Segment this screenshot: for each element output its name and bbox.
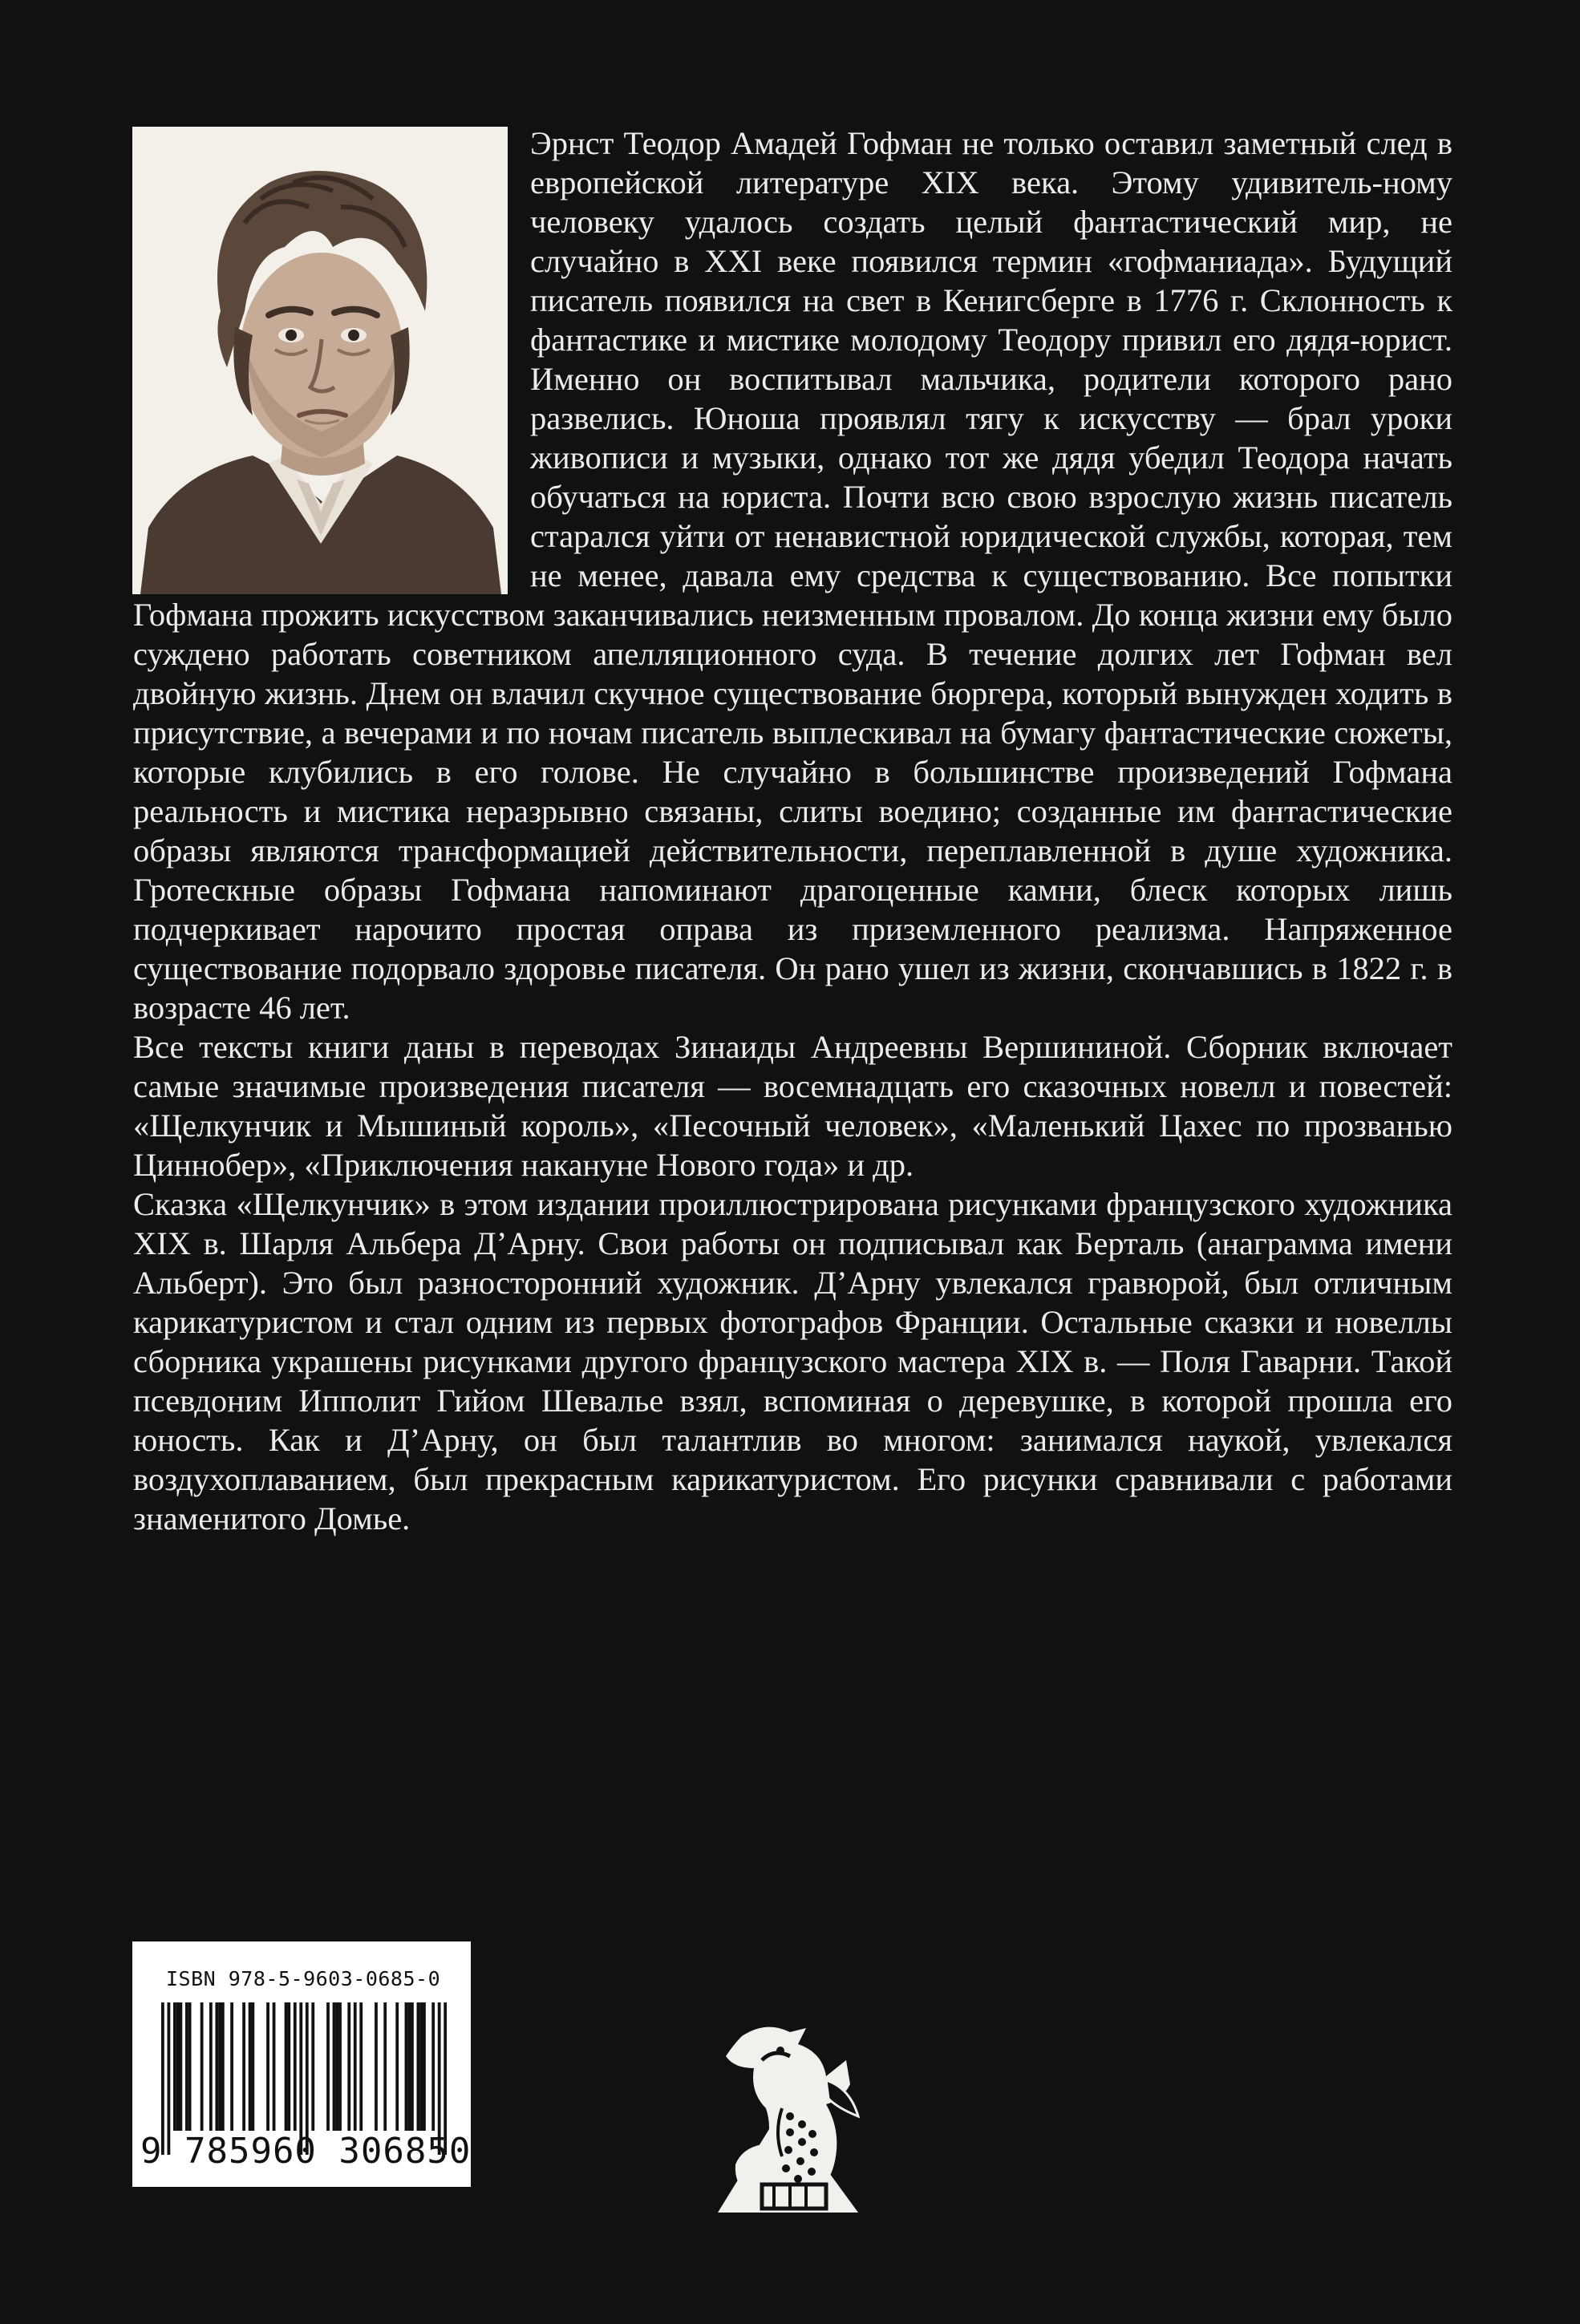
- barcode-bar: [375, 2002, 378, 2131]
- barcode-bar: [407, 2002, 411, 2131]
- barcode-bar: [423, 2002, 426, 2131]
- barcode-bar: [173, 2002, 176, 2131]
- barcode-bar: [383, 2002, 387, 2131]
- barcode-bar: [209, 2002, 213, 2131]
- ean-digits: 9 785960 306850 >: [140, 2131, 516, 2172]
- barcode-bar: [338, 2002, 342, 2131]
- barcode-bar: [405, 2002, 408, 2131]
- barcode-bar: [419, 2002, 423, 2131]
- barcode-bar: [215, 2002, 218, 2131]
- barcode-bar: [218, 2002, 221, 2131]
- description-paragraph-contents: Все тексты книги даны в переводах Зинаиды Андреевны Вершининой. Сборник включает самые значимые произведения писателя — восемнадцать его сказочных новелл и повестей: «Щелкунчик и Мышиный король», «Песочный человек», «Маленький Цахес по прозванью Циннобер», «Приключения накануне Нового года» и др.: [133, 1029, 1452, 1183]
- barcode-bar: [294, 2002, 297, 2131]
- barcode-bar: [230, 2002, 233, 2131]
- barcode-bar: [359, 2002, 363, 2131]
- barcode-bar: [251, 2002, 254, 2131]
- dragon-publisher-logo: [686, 2012, 886, 2221]
- barcode-bar: [326, 2002, 330, 2131]
- isbn-barcode: [132, 1941, 516, 2187]
- barcode-bar: [411, 2002, 414, 2131]
- barcode-bar: [347, 2002, 350, 2131]
- description-paragraph-author: Эрнст Теодор Амадей Гофман не только оставил заметный след в европейской литературе XIX века. Этому удивитель-ному человеку удалось создать целый фантастический мир, не случайно в XXI веке появился термин «гофманиада». Будущий писатель появился на свет в Кенигсберге в 1776 г. Склонность к фантастике и мистике молодому Теодору привил его дядя-юрист. Именно он воспитывал мальчика, родители которого рано развелись. Юноша проявлял тягу к искусству — брал уроки живописи и музыки, однако тот же дядя убедил Теодора начать обучаться на юриста. Почти всю свою взрослую жизнь писатель старался уйти от ненавистной юридической службы, которая, тем не менее, давала ему средства к существованию. Все попытки Гофмана прожить искусством заканчивались неизменным провалом. До конца жизни ему было суждено работать советником апелляционного суда. В течение долгих лет Гофман вел двойную жизнь. Днем он влачил скучное существование бюргера, который вынужден ходить в присутствие, а вечерами и по ночам писатель выплескивал на бумагу фантастические сюжеты, которые клубились в его голове. Не случайно в большинстве произведений Гофмана реальность и мистика неразрывно связаны, слиты воедино; созданные им фантастические образы являются трансформацией действительности, переплавленной в душе художника. Гротескные образы Гофмана напоминают драгоценные камни, блеск которых лишь подчеркивает нарочито простая оправа из приземленного реализма. Напряженное существование подорвало здоровье писателя. Он рано ушел из жизни, скончавшись в 1822 г. в возрасте 46 лет.: [133, 125, 1452, 1026]
- barcode-bar: [395, 2002, 399, 2131]
- barcode-bar: [273, 2002, 276, 2131]
- barcode-bar: [431, 2002, 435, 2131]
- publisher-logo: [686, 2012, 886, 2221]
- portrait-spacer: [133, 123, 530, 595]
- barcode-bar: [287, 2002, 290, 2131]
- barcode-bar: [335, 2002, 338, 2131]
- barcode-bar: [354, 2002, 357, 2131]
- isbn-label: ISBN 978-5-9603-0685-0: [166, 1967, 441, 1990]
- barcode-bar: [266, 2002, 269, 2131]
- barcode-bar: [185, 2002, 188, 2131]
- barcode-bar: [285, 2002, 288, 2131]
- barcode-bar: [249, 2002, 252, 2131]
- barcode-bar: [311, 2002, 314, 2131]
- barcode-bar: [333, 2002, 336, 2131]
- book-description: [133, 123, 1452, 1647]
- barcode-bar: [201, 2002, 204, 2131]
- barcode-bar: [188, 2002, 192, 2131]
- barcode-bar: [179, 2002, 182, 2131]
- barcode-bar: [176, 2002, 180, 2131]
- barcode-bar: [221, 2002, 225, 2131]
- barcode-bar: [417, 2002, 420, 2131]
- description-paragraph-illustrations: Сказка «Щелкунчик» в этом издании проиллюстрирована рисунками французского художника XIX в. Шарля Альбера Д’Арну. Свои работы он подписывал как Берталь (анаграмма имени Альберт). Это был разносторонний художник. Д’Арну увлекался гравюрой, был отличным карикатуристом и стал одним из первых фотографов Франции. Остальные сказки и новеллы сборника украшены рисунками другого французского мастера XIX в. — Поля Гаварни. Такой псевдоним Ипполит Гийом Шевалье взял, вспоминая о деревушке, в которой прошла его юность. Как и Д’Арну, он был талантлив во многом: занимался наукой, увлекался воздухоплаванием, был прекрасным карикатуристом. Его рисунки сравнивали с работами знаменитого Домье.: [133, 1186, 1452, 1537]
- barcode-bar: [242, 2002, 245, 2131]
